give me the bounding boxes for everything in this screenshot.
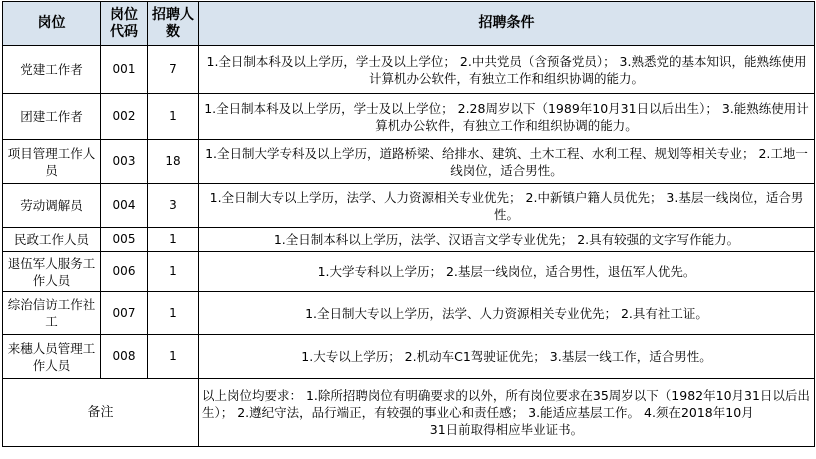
position-name: 党建工作者 <box>3 46 101 94</box>
table-row <box>3 140 815 184</box>
header-count: 招聘人数 <box>148 2 199 46</box>
header-position: 岗位 <box>3 2 101 46</box>
requirements: 1.全日制本科及以上学历，学士及以上学位； 2.中共党员（含预备党员）； 3.熟悉党的基本知识，能熟练使用计算机办公软件，有独立工作和组织协调的能力。 <box>199 46 815 94</box>
hire-count: 7 <box>148 46 199 94</box>
remarks-row <box>3 379 815 447</box>
table-row <box>3 292 815 335</box>
position-code: 007 <box>101 292 148 335</box>
requirements: 1.大专以上学历； 2.机动车C1驾驶证优先； 3.基层一线工作，适合男性。 <box>199 335 815 379</box>
position-code: 003 <box>101 140 148 184</box>
hire-count: 1 <box>148 292 199 335</box>
position-name: 民政工作人员 <box>3 228 101 252</box>
table-row <box>3 94 815 140</box>
recruitment-table <box>2 1 815 447</box>
table-row <box>3 228 815 252</box>
hire-count: 1 <box>148 228 199 252</box>
header-row <box>3 2 815 46</box>
position-code: 001 <box>101 46 148 94</box>
remarks-text <box>199 379 815 447</box>
requirements: 1.大学专科以上学历； 2.基层一线岗位，适合男性，退伍军人优先。 <box>199 252 815 292</box>
position-name: 综治信访工作社工 <box>3 292 101 335</box>
hire-count: 1 <box>148 94 199 140</box>
table-row <box>3 184 815 228</box>
position-name: 来穗人员管理工作人员 <box>3 335 101 379</box>
requirements: 1.全日制大学专科及以上学历，道路桥梁、给排水、建筑、土木工程、水利工程、规划等相关专业； 2.工地一线岗位，适合男性。 <box>199 140 815 184</box>
position-code: 004 <box>101 184 148 228</box>
position-name: 退伍军人服务工作人员 <box>3 252 101 292</box>
requirements: 1.全日制本科及以上学历，学士及以上学位； 2.28周岁以下（1989年10月31日以后出生）； 3.能熟练使用计算机办公软件，有独立工作和组织协调的能力。 <box>199 94 815 140</box>
hire-count: 1 <box>148 252 199 292</box>
header-code: 岗位代码 <box>101 2 148 46</box>
position-code: 008 <box>101 335 148 379</box>
position-code: 002 <box>101 94 148 140</box>
position-name: 团建工作者 <box>3 94 101 140</box>
position-name: 项目管理工作人员 <box>3 140 101 184</box>
header-requirements: 招聘条件 <box>199 2 815 46</box>
table-row <box>3 46 815 94</box>
remarks-line-1: 以上岗位均要求： 1.除所招聘岗位有明确要求的以外，所有岗位要求在35周岁以下（1982年10月31日以后出生）； 2.遵纪守法，品行端正，有较强的事业心和责任感； 3.能适应基层工作。 4.须在2018年10月 <box>202 388 810 420</box>
hire-count: 1 <box>148 335 199 379</box>
hire-count: 3 <box>148 184 199 228</box>
remarks-label: 备注 <box>3 379 199 447</box>
table-row <box>3 252 815 292</box>
position-name: 劳动调解员 <box>3 184 101 228</box>
requirements: 1.全日制大专以上学历，法学、人力资源相关专业优先； 2.中新镇户籍人员优先； 3.基层一线岗位，适合男性。 <box>199 184 815 228</box>
position-code: 006 <box>101 252 148 292</box>
requirements: 1.全日制本科以上学历，法学、汉语言文学专业优先； 2.具有较强的文字写作能力。 <box>199 228 815 252</box>
requirements: 1.全日制大专以上学历，法学、人力资源相关专业优先； 2.具有社工证。 <box>199 292 815 335</box>
hire-count: 18 <box>148 140 199 184</box>
position-code: 005 <box>101 228 148 252</box>
remarks-line-2: 31日前取得相应毕业证书。 <box>429 422 584 437</box>
table-row <box>3 335 815 379</box>
